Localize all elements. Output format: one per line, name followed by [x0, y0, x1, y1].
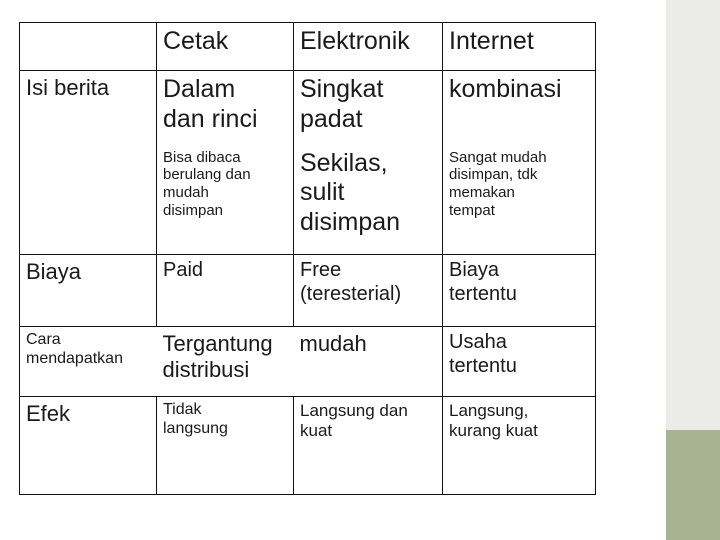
cell-elektronik-simpan: Sekilas, sulit disimpan [294, 145, 443, 255]
row-label-cara: Cara mendapatkan [20, 327, 157, 397]
table-row [20, 255, 596, 327]
row-label-biaya: Biaya [20, 255, 157, 327]
cell-cetak-simpan: Bisa dibaca berulang dan mudah disimpan [157, 145, 294, 255]
table-header-row [20, 23, 596, 71]
row-label-efek: Efek [20, 397, 157, 495]
table-row [20, 145, 596, 255]
cell-cetak-isi: Dalam dan rinci [157, 71, 294, 145]
header-cell-cetak: Cetak [157, 23, 294, 71]
cell-elektronik-cara: mudah [294, 327, 443, 397]
table-row [20, 397, 596, 495]
cell-elektronik-isi: Singkat padat [294, 71, 443, 145]
cell-internet-cara: Usaha tertentu [443, 327, 596, 397]
row-label-empty [20, 145, 157, 255]
header-cell-elektronik: Elektronik [294, 23, 443, 71]
header-cell-empty [20, 23, 157, 71]
cell-cetak-biaya: Paid [157, 255, 294, 327]
cell-internet-efek: Langsung, kurang kuat [443, 397, 596, 495]
cell-cetak-cara: Tergantung distribusi [157, 327, 294, 397]
cell-internet-simpan: Sangat mudah disimpan, tdk memakan tempat [443, 145, 596, 255]
cell-elektronik-biaya: Free (teresterial) [294, 255, 443, 327]
cell-internet-isi: kombinasi [443, 71, 596, 145]
comparison-table [19, 22, 596, 495]
table-row [20, 71, 596, 145]
side-accent-block [666, 430, 720, 540]
cell-cetak-efek: Tidak langsung [157, 397, 294, 495]
table-row [20, 327, 596, 397]
row-label-isi-berita: Isi berita [20, 71, 157, 145]
cell-internet-biaya: Biaya tertentu [443, 255, 596, 327]
header-cell-internet: Internet [443, 23, 596, 71]
cell-elektronik-efek: Langsung dan kuat [294, 397, 443, 495]
